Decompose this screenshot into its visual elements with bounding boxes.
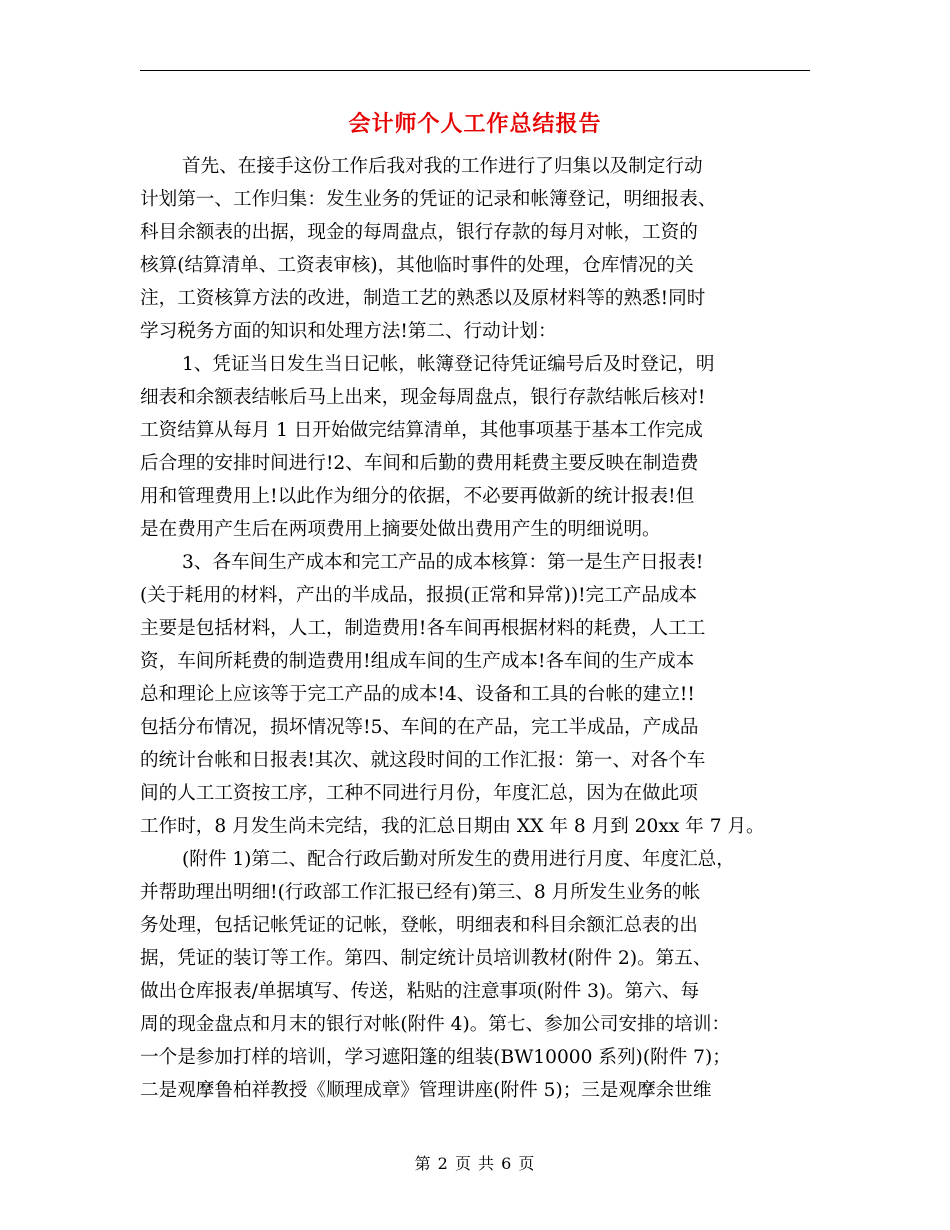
page-number-footer: 第 2 页 共 6 页 bbox=[414, 1154, 536, 1173]
body-line: 首先、在接手这份工作后我对我的工作进行了归集以及制定行动 bbox=[182, 156, 703, 177]
body-line: 周的现金盘点和月末的银行对帐(附件 4)。第七、参加公司安排的培训： bbox=[140, 1014, 731, 1035]
body-line: 一个是参加打样的培训，学习遮阳篷的组装(BW10000 系列)(附件 7)； bbox=[140, 1047, 731, 1068]
body-line: 包括分布情况，损坏情况等!5、车间的在产品，完工半成品，产成品 bbox=[140, 717, 699, 738]
body-line: 总和理论上应该等于完工产品的成本!4、设备和工具的台帐的建立!! bbox=[140, 684, 695, 705]
header-rule bbox=[140, 70, 810, 71]
body-line: 3、各车间生产成本和完工产品的成本核算：第一是生产日报表! bbox=[182, 552, 704, 573]
body-line: 是在费用产生后在两项费用上摘要处做出费用产生的明细说明。 bbox=[140, 519, 661, 540]
body-line: 的统计台帐和日报表!其次、就这段时间的工作汇报：第一、对各个车 bbox=[140, 750, 706, 771]
body-line: 1、凭证当日发生当日记帐，帐簿登记待凭证编号后及时登记，明 bbox=[182, 354, 715, 375]
body-line: 学习税务方面的知识和处理方法!第二、行动计划： bbox=[140, 321, 557, 342]
body-line: 工资结算从每月 1 日开始做完结算清单，其他事项基于基本工作完成 bbox=[140, 420, 703, 441]
body-line: 二是观摩鲁柏祥教授《顺理成章》管理讲座(附件 5)；三是观摩余世维 bbox=[140, 1080, 712, 1101]
body-line: 计划第一、工作归集：发生业务的凭证的记录和帐簿登记，明细报表、 bbox=[140, 189, 717, 210]
body-line: 核算(结算清单、工资表审核)，其他临时事件的处理，仓库情况的关 bbox=[140, 255, 694, 276]
body-line: 做出仓库报表/单据填写、传送，粘贴的注意事项(附件 3)。第六、每 bbox=[140, 981, 700, 1002]
body-line: 主要是包括材料，人工，制造费用!各车间再根据材料的耗费，人工工 bbox=[140, 618, 706, 639]
body-line: 资，车间所耗费的制造费用!组成车间的生产成本!各车间的生产成本 bbox=[140, 651, 695, 672]
body-line: 务处理，包括记帐凭证的记帐，登帐，明细表和科目余额汇总表的出 bbox=[140, 915, 698, 936]
body-line: 据，凭证的装订等工作。第四、制定统计员培训教材(附件 2)。第五、 bbox=[140, 948, 712, 969]
body-line: 间的人工工资按工序，工种不同进行月份，年度汇总，因为在做此项 bbox=[140, 783, 698, 804]
document-body bbox=[140, 150, 820, 1107]
body-line: 注，工资核算方法的改进，制造工艺的熟悉以及原材料等的熟悉!同时 bbox=[140, 288, 706, 309]
body-line: 后合理的安排时间进行!2、车间和后勤的费用耗费主要反映在制造费 bbox=[140, 453, 699, 474]
body-line: 并帮助理出明细!(行政部工作汇报已经有)第三、8 月所发生业务的帐 bbox=[140, 882, 701, 903]
body-line: (关于耗用的材料，产出的半成品，报损(正常和异常))!完工产品成本 bbox=[140, 585, 698, 606]
body-line: 工作时，8 月发生尚未完结，我的汇总日期由 XX 年 8 月到 20xx 年 7 月。 bbox=[140, 816, 765, 837]
body-line: 细表和余额表结帐后马上出来，现金每周盘点，银行存款结帐后核对! bbox=[140, 387, 706, 408]
body-line: (附件 1)第二、配合行政后勤对所发生的费用进行月度、年度汇总， bbox=[182, 849, 735, 870]
body-line: 科目余额表的出据，现金的每周盘点，银行存款的每月对帐，工资的 bbox=[140, 222, 698, 243]
document-title: 会计师个人工作总结报告 bbox=[348, 112, 602, 137]
body-line: 用和管理费用上!以此作为细分的依据，不必要再做新的统计报表!但 bbox=[140, 486, 695, 507]
